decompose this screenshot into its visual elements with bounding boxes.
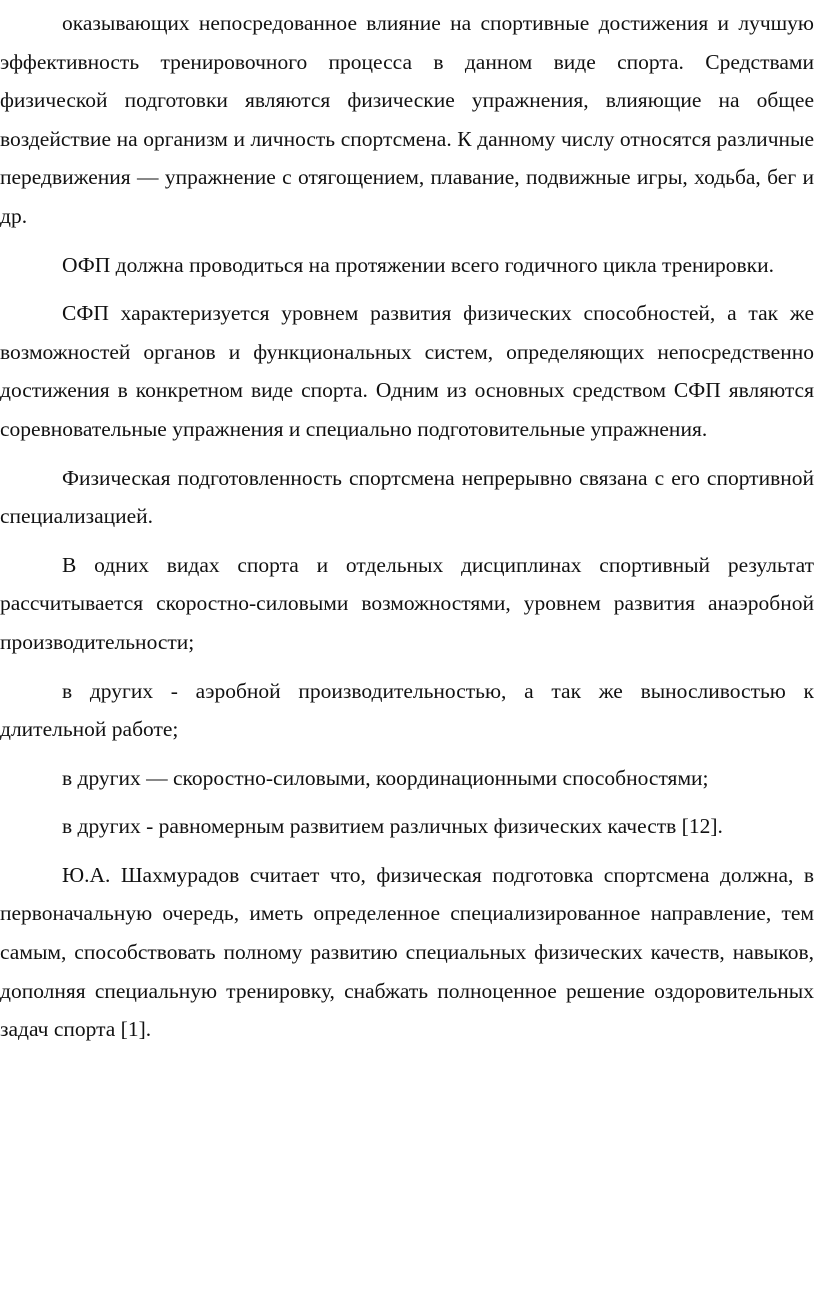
paragraph-sports-disciplines: В одних видах спорта и отдельных дисциплинах спортивный результат рассчитывается скоростно-силовыми возможностями, уровнем развития анаэробной производительности; [0,552,814,654]
paragraph-physical-readiness: Физическая подготовленность спортсмена непрерывно связана с его спортивной специализацией. [0,465,814,529]
paragraph-uniform-development: в других - равномерным развитием различных физических качеств [12]. [62,814,723,839]
paragraph-sfp: СФП характеризуется уровнем развития физических способностей, а так же возможностей органов и функциональных систем, определяющих непосредственно достижения в конкретном виде спорта. Одним из основных средством СФП являются соревновательные упражнения и специально подготовительные упражнения. [0,301,814,441]
paragraph-ofp: ОФП должна проводиться на протяжении всего годичного цикла тренировки. [62,252,774,277]
paragraph-speed-strength: в других — скоростно-силовыми, координационными способностями; [62,765,709,790]
paragraph-aerobic: в других - аэробной производительностью, а так же выносливостью к длительной работе; [0,678,814,742]
paragraph-shakhmuradov: Ю.А. Шахмурадов считает что, физическая подготовка спортсмена должна, в первоначальную очередь, иметь определенное специализированное направление, тем самым, способствовать полному развитию специальных физических качеств, навыков, дополняя специальную тренировку, снабжать полноценное решение оздоровительных задач спорта [1]. [0,862,814,1042]
paragraph-continuation: оказывающих непосредованное влияние на спортивные достижения и лучшую эффективность тренировочного процесса в данном виде спорта. Средствами физической подготовки являются физические упражнения, влияющие на общее воздействие на организм и личность спортсмена. К данному числу относятся различные передвижения — упражнение с отягощением, плавание, подвижные игры, ходьба, бег и др. [0,11,814,228]
